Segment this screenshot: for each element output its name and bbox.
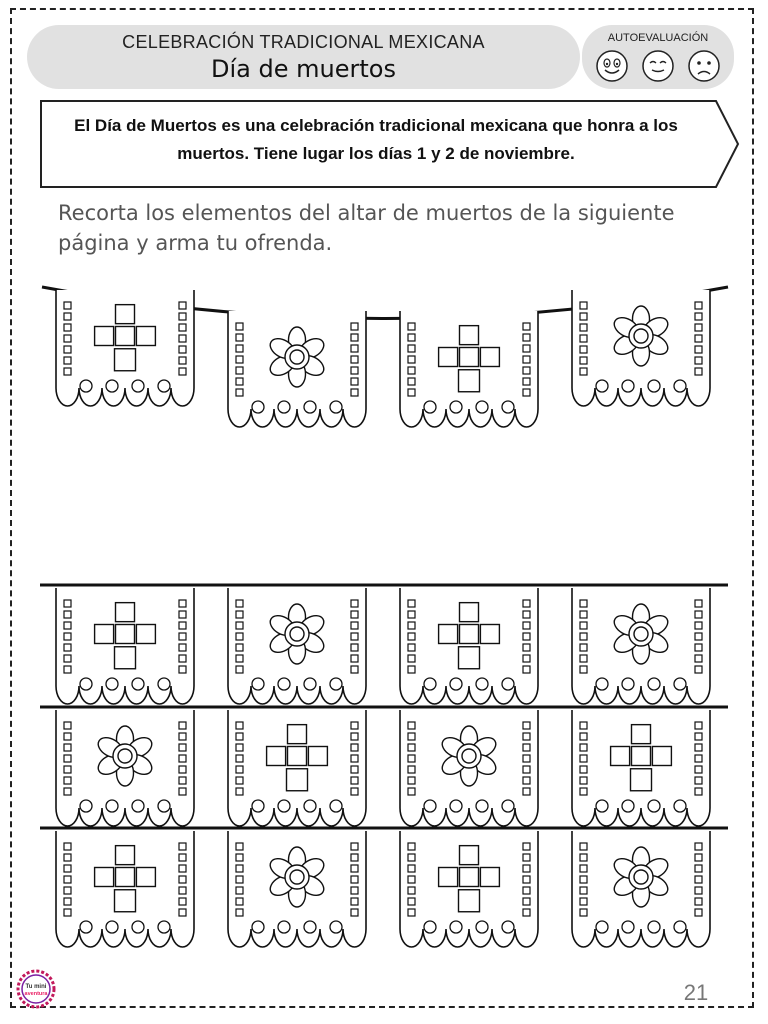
garland-flag-4 <box>572 290 710 406</box>
intro-line-1: El Día de Muertos es una celebración tradicional mexicana que honra a los <box>74 116 678 135</box>
cutout-flag-r1-3 <box>400 588 538 704</box>
cutout-flag-r2-4 <box>572 710 710 826</box>
cutout-flag-r3-4 <box>572 831 710 947</box>
cutout-flag-r2-3 <box>400 710 538 826</box>
page-number: 21 <box>683 980 709 1005</box>
cutout-flag-r1-1 <box>56 588 194 704</box>
page-title: Día de muertos <box>211 55 396 83</box>
garland-flag-3 <box>400 311 538 427</box>
subtitle: CELEBRACIÓN TRADICIONAL MEXICANA <box>122 32 485 52</box>
publisher-logo <box>16 969 56 1009</box>
garland-flag-2 <box>228 311 366 427</box>
svg-text:aventura: aventura <box>24 991 48 997</box>
cutout-flag-r3-3 <box>400 831 538 947</box>
cutout-flag-r3-2 <box>228 831 366 947</box>
cutout-flag-r3-1 <box>56 831 194 947</box>
instruction-line-2: página y arma tu ofrenda. <box>58 231 333 255</box>
cutout-flag-r2-1 <box>56 710 194 826</box>
instruction-line-1: Recorta los elementos del altar de muertos de la siguiente <box>58 201 675 225</box>
svg-text:Tu mini: Tu mini <box>25 984 47 990</box>
garland-flag-1 <box>56 290 194 406</box>
cutout-flag-r1-4 <box>572 588 710 704</box>
cutout-flag-r2-2 <box>228 710 366 826</box>
cutout-flag-r1-2 <box>228 588 366 704</box>
self-assessment-label: AUTOEVALUACIÓN <box>607 32 709 44</box>
intro-line-2: muertos. Tiene lugar los días 1 y 2 de noviembre. <box>177 144 575 163</box>
